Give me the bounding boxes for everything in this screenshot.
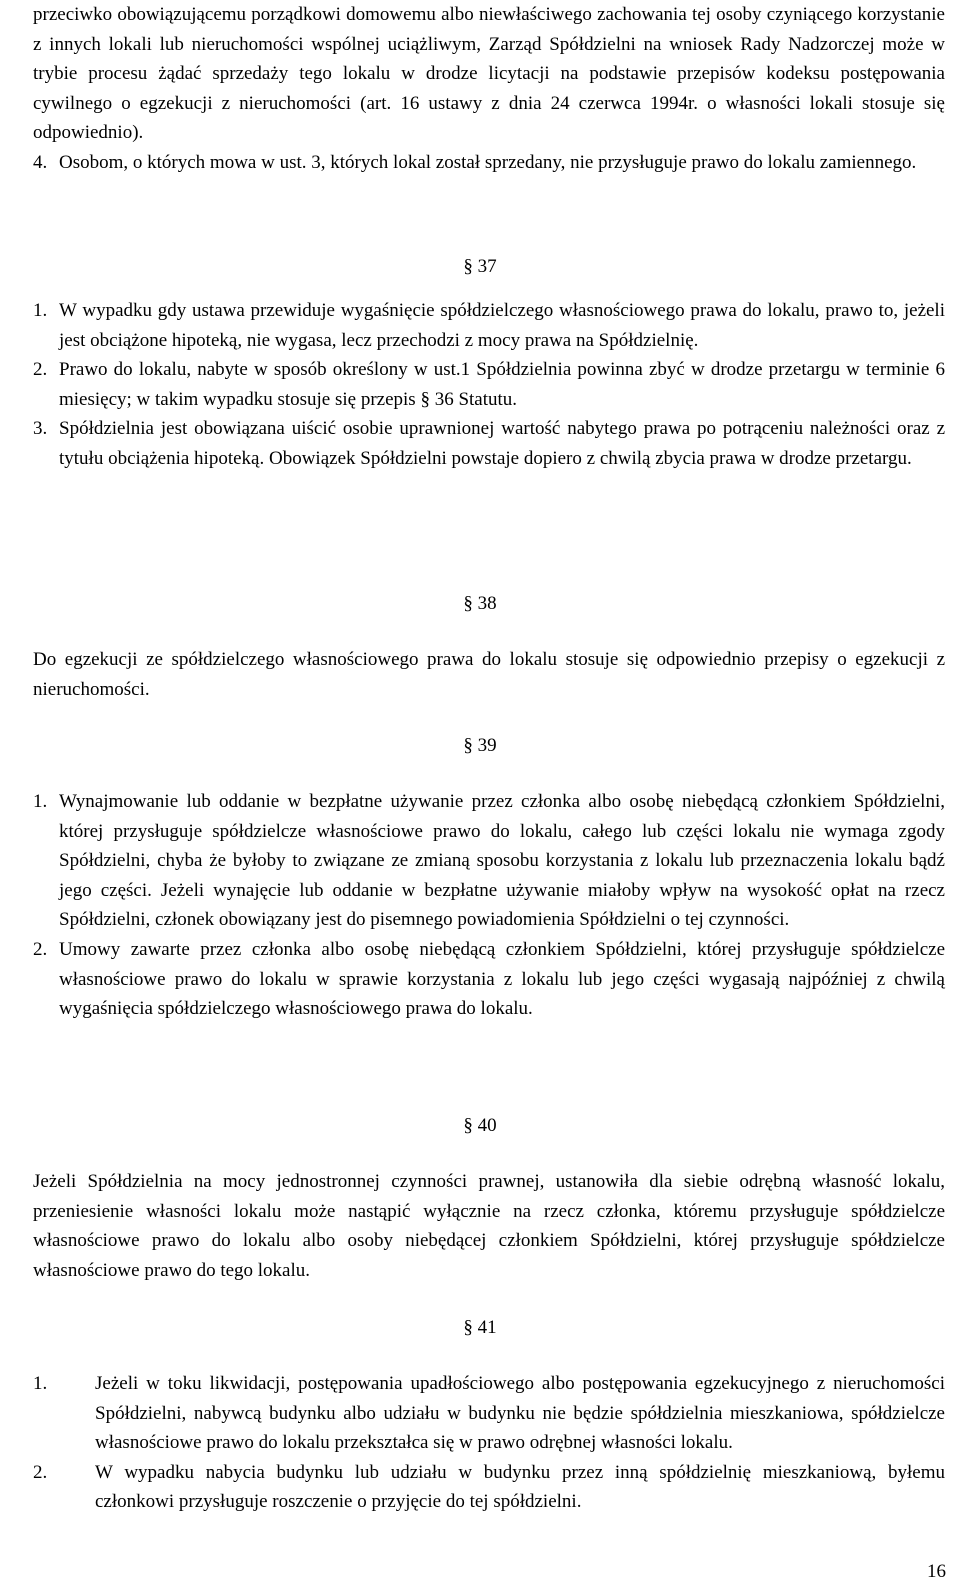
- list-item: [33, 787, 945, 935]
- list-item: [33, 414, 945, 473]
- item-number: 2.: [33, 359, 48, 381]
- section-38: [33, 645, 945, 704]
- page-number: 16: [927, 1561, 946, 1582]
- section-37: [33, 296, 945, 474]
- item-number: 4.: [33, 151, 48, 173]
- section-heading-37: § 37: [463, 256, 497, 277]
- item-text: Umowy zawarte przez członka albo osobę niebędącą członkiem Spółdzielni, której przysługuje spółdzielcze własnościowe prawo do lokalu w sprawie korzystania z lokalu lub jego części wygasają najpóźniej z chwilą wygaśnięcia spółdzielczego własnościowego prawa do lokalu.: [59, 938, 945, 1020]
- section-heading-39: § 39: [463, 735, 497, 756]
- item-text: Spółdzielnia jest obowiązana uiścić osobie uprawnionej wartość nabytego prawa po potrąceniu należności oraz z tytułu obciążenia hipoteką. Obowiązek Spółdzielni powstaje dopiero z chwilą zbycia prawa w drodze przetargu.: [59, 418, 945, 469]
- section-paragraph: Jeżeli Spółdzielnia na mocy jednostronnej czynności prawnej, ustanowiła dla siebie odrębną własność lokalu, przeniesienie własności lokalu może nastąpić wyłącznie na rzecz członka, któremu przysługuje spółdzielcze własnościowe prawo do lokalu albo osoby niebędącej członkiem Spółdzielni, której przysługuje spółdzielcze własnościowe prawo do tego lokalu.: [33, 1171, 945, 1281]
- list-item: [33, 1369, 945, 1458]
- list-item: [33, 296, 945, 355]
- item-number: 2.: [33, 938, 48, 960]
- list-item: [33, 355, 945, 414]
- item-number: 2.: [33, 1461, 48, 1483]
- list-item: [33, 1458, 945, 1517]
- item-text: W wypadku nabycia budynku lub udziału w budynku przez inną spółdzielnię mieszkaniową, byłemu członkowi przysługuje roszczenie o przyjęcie do tej spółdzielni.: [95, 1461, 945, 1513]
- section-heading-38: § 38: [463, 593, 497, 614]
- section-heading-40: § 40: [463, 1115, 497, 1136]
- item-number: 1.: [33, 300, 48, 321]
- item-text: W wypadku gdy ustawa przewiduje wygaśnięcie spółdzielczego własnościowego prawa do lokalu, prawo to, jeżeli jest obciążone hipoteką, nie wygasa, lecz przechodzi z mocy prawa na Spółdzielnię.: [59, 300, 945, 351]
- intro-paragraph: przeciwko obowiązującemu porządkowi domowemu albo niewłaściwego zachowania tej osoby czyniącego korzystanie z innych lokali lub nieruchomości wspólnej uciążliwym, Zarząd Spółdzielni na wniosek Rady Nadzorczej może w trybie procesu żądać sprzedaży tego lokalu w drodze licytacji na podstawie przepisów kodeksu postępowania cywilnego o egzekucji z nieruchomości (art. 16 ustawy z dnia 24 czerwca 1994r. o własności lokali stosuje się odpowiednio).: [33, 4, 945, 144]
- item-text: Osobom, o których mowa w ust. 3, których lokal został sprzedany, nie przysługuje prawo do lokalu zamiennego.: [59, 151, 917, 173]
- section-40: [33, 1167, 945, 1285]
- item-text: Jeżeli w toku likwidacji, postępowania upadłościowego albo postępowania egzekucyjnego z nieruchomości Spółdzielni, nabywcą budynku albo udziału w budynku nie będzie spółdzielnia mieszkaniowa, spółdzielcze własnościowe prawo do lokalu przekształca się w prawo odrębnej własności lokalu.: [95, 1373, 945, 1454]
- list-item: [33, 935, 945, 1024]
- section-heading-41: § 41: [463, 1317, 497, 1338]
- intro-section: [33, 0, 945, 178]
- section-41: [33, 1369, 945, 1517]
- item-text: Wynajmowanie lub oddanie w bezpłatne używanie przez członka albo osobę niebędącą członkiem Spółdzielni, której przysługuje spółdzielcze własnościowe prawo do lokalu, całego lub części lokalu nie wymaga zgody Spółdzielni, chyba że byłoby to związane ze zmianą sposobu korzystania z lokalu lub przeznaczenia lokalu bądź jego części. Jeżeli wynajęcie lub oddanie w bezpłatne używanie miałoby wpływ na wysokość opłat na rzecz Spółdzielni, członek obowiązany jest do pisemnego powiadomienia Spółdzielni o tej czynności.: [59, 791, 945, 931]
- section-39: [33, 787, 945, 1024]
- item-number: 1.: [33, 791, 48, 812]
- item-number: 1.: [33, 1373, 48, 1394]
- item-text: Prawo do lokalu, nabyte w sposób określony w ust.1 Spółdzielnia powinna zbyć w drodze przetargu w terminie 6 miesięcy; w takim wypadku stosuje się przepis § 36 Statutu.: [59, 359, 945, 410]
- item-number: 3.: [33, 418, 48, 440]
- section-paragraph: Do egzekucji ze spółdzielczego własnościowego prawa do lokalu stosuje się odpowiednio przepisy o egzekucji z nieruchomości.: [33, 649, 945, 700]
- list-item: [33, 148, 945, 178]
